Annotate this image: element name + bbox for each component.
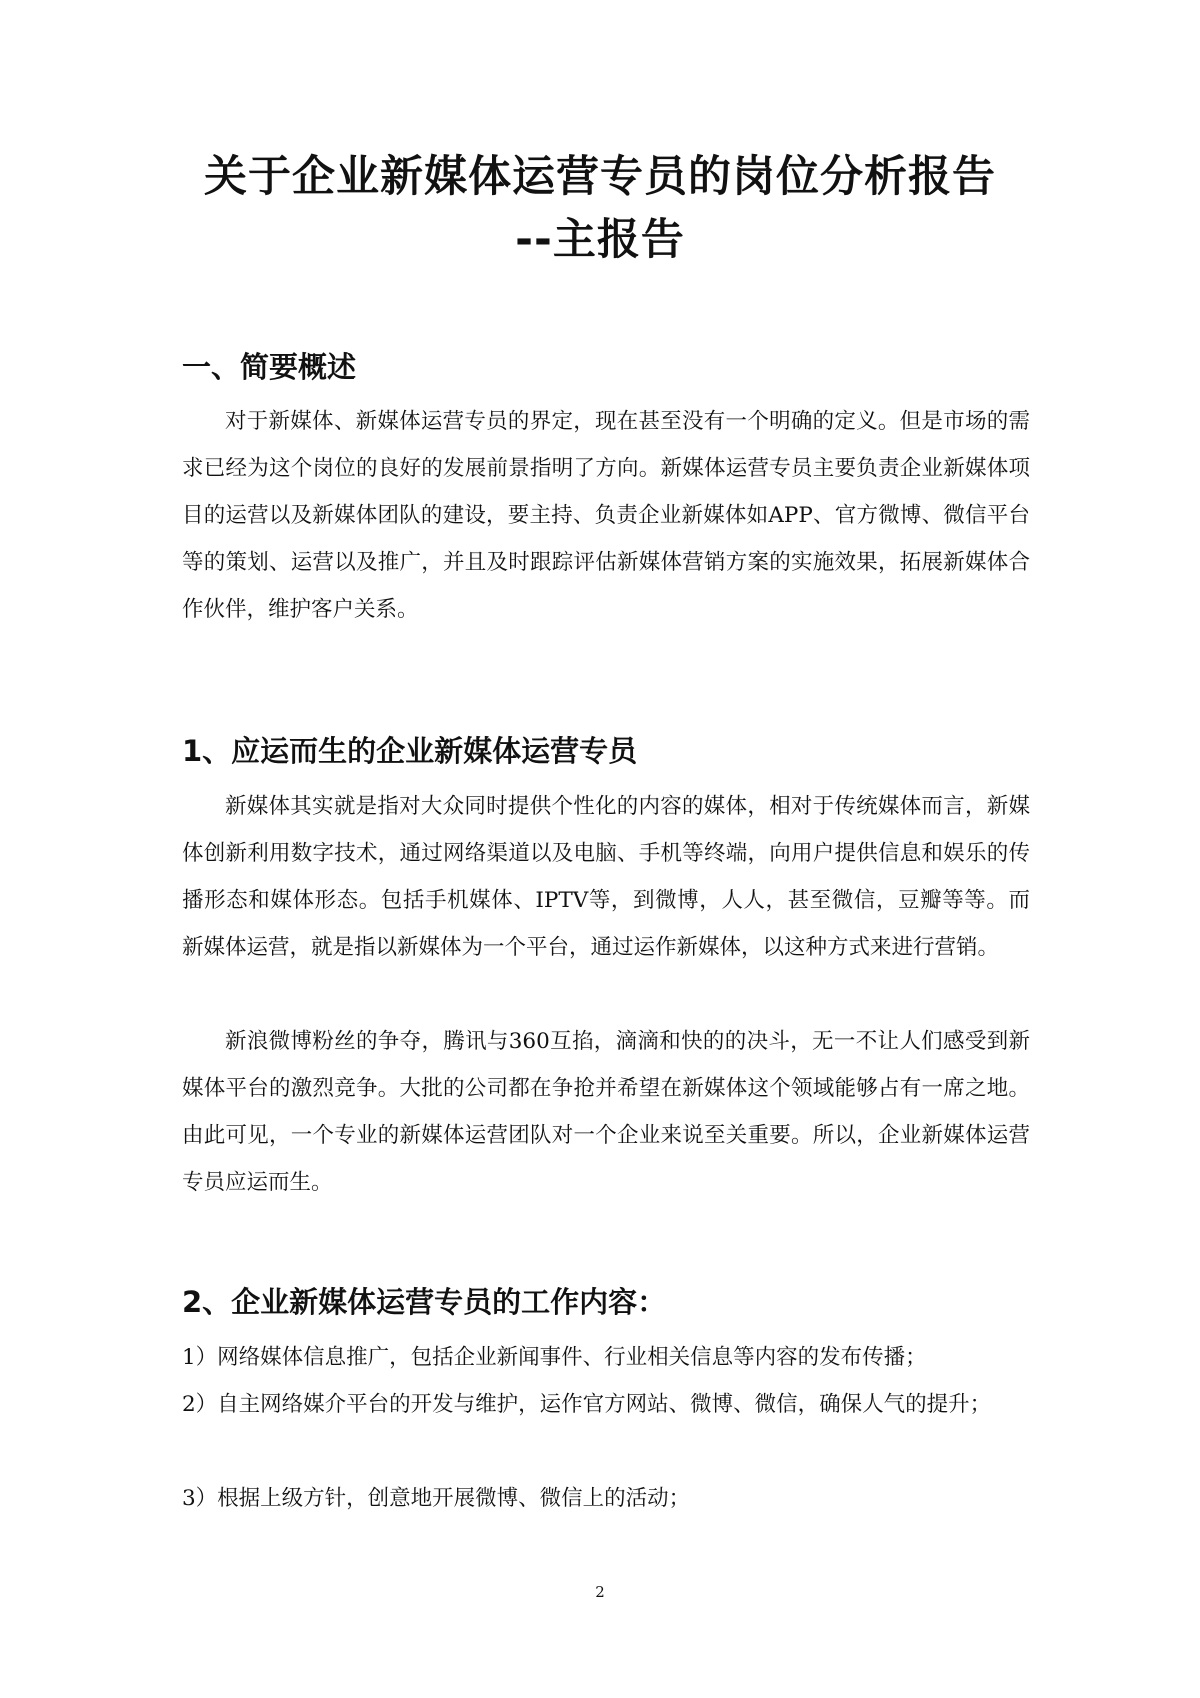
document-title: 关于企业新媒体运营专员的岗位分析报告 (204, 152, 996, 202)
section1-paragraph-2: 新浪微博粉丝的争夺，腾讯与360互掐，滴滴和快的的决斗，无一不让人们感受到新媒体平台的激烈竞争。大批的公司都在争抢并希望在新媒体这个领域能够占有一席之地。由此可见，一个专业的新媒体运营团队对一个企业来说至关重要。所以，企业新媒体运营专员应运而生。 (182, 1029, 1030, 1195)
overview-paragraph: 对于新媒体、新媒体运营专员的界定，现在甚至没有一个明确的定义。但是市场的需求已经为这个岗位的良好的发展前景指明了方向。新媒体运营专员主要负责企业新媒体项目的运营以及新媒体团队的建设，要主持、负责企业新媒体如APP、官方微博、微信平台等的策划、运营以及推广，并且及时跟踪评估新媒体营销方案的实施效果，拓展新媒体合作伙伴，维护客户关系。 (182, 409, 1030, 622)
work-item-3: 3）根据上级方针，创意地开展微博、微信上的活动； (182, 1486, 691, 1511)
section-heading-1: 1、应运而生的企业新媒体运营专员 (182, 734, 638, 768)
section-heading-2: 2、企业新媒体运营专员的工作内容： (182, 1285, 667, 1319)
work-item-1: 1）网络媒体信息推广，包括企业新闻事件、行业相关信息等内容的发布传播； (182, 1345, 927, 1370)
page-number: 2 (595, 1583, 605, 1601)
work-item-2: 2）自主网络媒介平台的开发与维护，运作官方网站、微博、微信，确保人气的提升； (182, 1392, 992, 1417)
document-subtitle: --主报告 (515, 215, 685, 265)
section1-paragraph-1: 新媒体其实就是指对大众同时提供个性化的内容的媒体，相对于传统媒体而言，新媒体创新利用数字技术，通过网络渠道以及电脑、手机等终端，向用户提供信息和娱乐的传播形态和媒体形态。包括手机媒体、IPTV等，到微博，人人，甚至微信，豆瓣等等。而新媒体运营，就是指以新媒体为一个平台，通过运作新媒体，以这种方式来进行营销。 (182, 794, 1030, 960)
section-heading-overview: 一、简要概述 (182, 350, 357, 384)
